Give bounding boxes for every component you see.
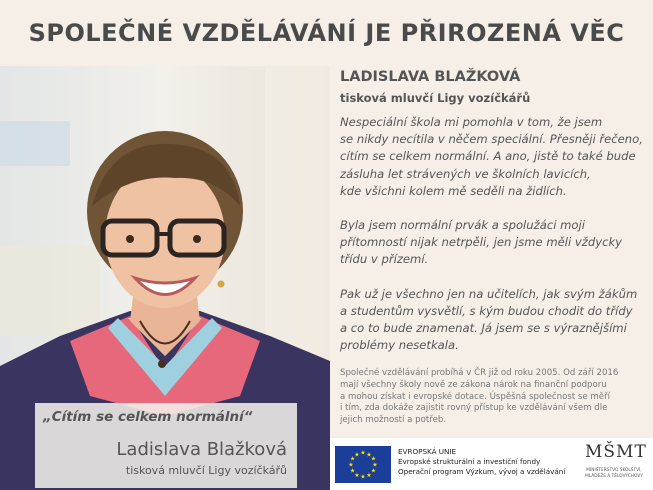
profile-role: tisková mluvčí Ligy vozíčkářů — [340, 91, 531, 105]
star-icon: ★ — [370, 455, 377, 463]
quote-line: Nespeciální škola mi pomohla v tom, že jsem — [340, 115, 603, 129]
info-line: mají všechny školy nově ze zákona nárok na finanční podporu — [340, 379, 607, 390]
info-line: jejich možností a potřeb. — [340, 415, 447, 426]
footer-logos — [330, 438, 653, 490]
quote-line: a co to bude znamenat. Já jsem se s výraznějšími — [340, 321, 627, 336]
caption-quote: „Cítím se celkem normální“ — [43, 409, 253, 425]
msmt-line: MINISTERSTVO ŠKOLSTVÍ, — [586, 468, 642, 473]
quote-paragraph — [340, 114, 645, 200]
eu-line: Evropské strukturální a investiční fondy — [398, 457, 541, 466]
caption-box — [35, 403, 297, 488]
quote-line: kde všichni kolem mě seděli na židlích. — [340, 183, 567, 198]
msmt-logo-mark: MŠMT — [585, 442, 647, 462]
quote-paragraph — [340, 286, 645, 355]
msmt-line: MLÁDEŽE A TĚLOVÝCHOVY — [585, 473, 643, 479]
star-icon: ★ — [349, 455, 356, 463]
quote-line: a studentům vysvětlí, s kým budou chodit do třídy — [340, 303, 633, 318]
star-icon: ★ — [366, 451, 372, 459]
quote-line: přítomností nijak netrpěli, jen jsme měli vždycky — [340, 235, 623, 250]
star-icon: ★ — [348, 461, 354, 469]
page-title: SPOLEČNÉ VZDĚLÁVÁNÍ JE PŘIROZENÁ VĚC — [28, 19, 625, 47]
star-icon: ★ — [354, 451, 360, 459]
star-icon: ★ — [360, 449, 366, 457]
eu-text — [398, 447, 565, 477]
star-icon: ★ — [349, 467, 356, 475]
info-line: i tím, zda dokáže zajistit rovný přístup ke vzdělávání všem dle — [340, 403, 608, 414]
eu-flag-icon — [335, 446, 391, 483]
quote-line: se nikdy necítila v něčem speciální. Přesněji řečeno, — [340, 132, 643, 147]
quote-line: Pak už je všechno jen na učitelích, jak svým žákům — [340, 286, 638, 301]
quote-line: problémy nesetkala. — [340, 338, 459, 353]
star-icon: ★ — [354, 472, 360, 480]
quote-text — [340, 114, 645, 371]
info-line: a mohou získat i evropské dotace. Úspěšná společnost se měří — [340, 391, 610, 402]
caption-name: Ladislava Blažková — [116, 439, 287, 460]
eu-line: EVROPSKÁ UNIE — [398, 447, 457, 456]
quote-paragraph — [340, 217, 645, 269]
caption-role: tisková mluvčí Ligy vozíčkářů — [125, 464, 287, 477]
quote-line: cítím se celkem normální. A ano, jistě to také bude — [340, 149, 636, 164]
eu-line: Operační program Výzkum, vývoj a vzdělávání — [398, 467, 566, 476]
eu-stars — [335, 446, 391, 483]
info-text — [340, 368, 645, 427]
msmt-logo — [579, 442, 649, 488]
msmt-text — [579, 468, 649, 479]
quote-line: zásluha let strávených ve školních lavicích, — [340, 166, 591, 181]
info-line: Společné vzdělávání probíhá v ČR již od roku 2005. Od září 2016 — [340, 368, 619, 378]
star-icon: ★ — [360, 473, 366, 481]
star-icon: ★ — [372, 461, 378, 469]
profile-name: LADISLAVA BLAŽKOVÁ — [340, 69, 521, 85]
quote-line: Byla jsem normální prvák a spolužáci moji — [340, 218, 585, 233]
quote-line: třídu v přízemí. — [340, 252, 429, 267]
star-icon: ★ — [366, 472, 372, 480]
star-icon: ★ — [370, 467, 377, 475]
